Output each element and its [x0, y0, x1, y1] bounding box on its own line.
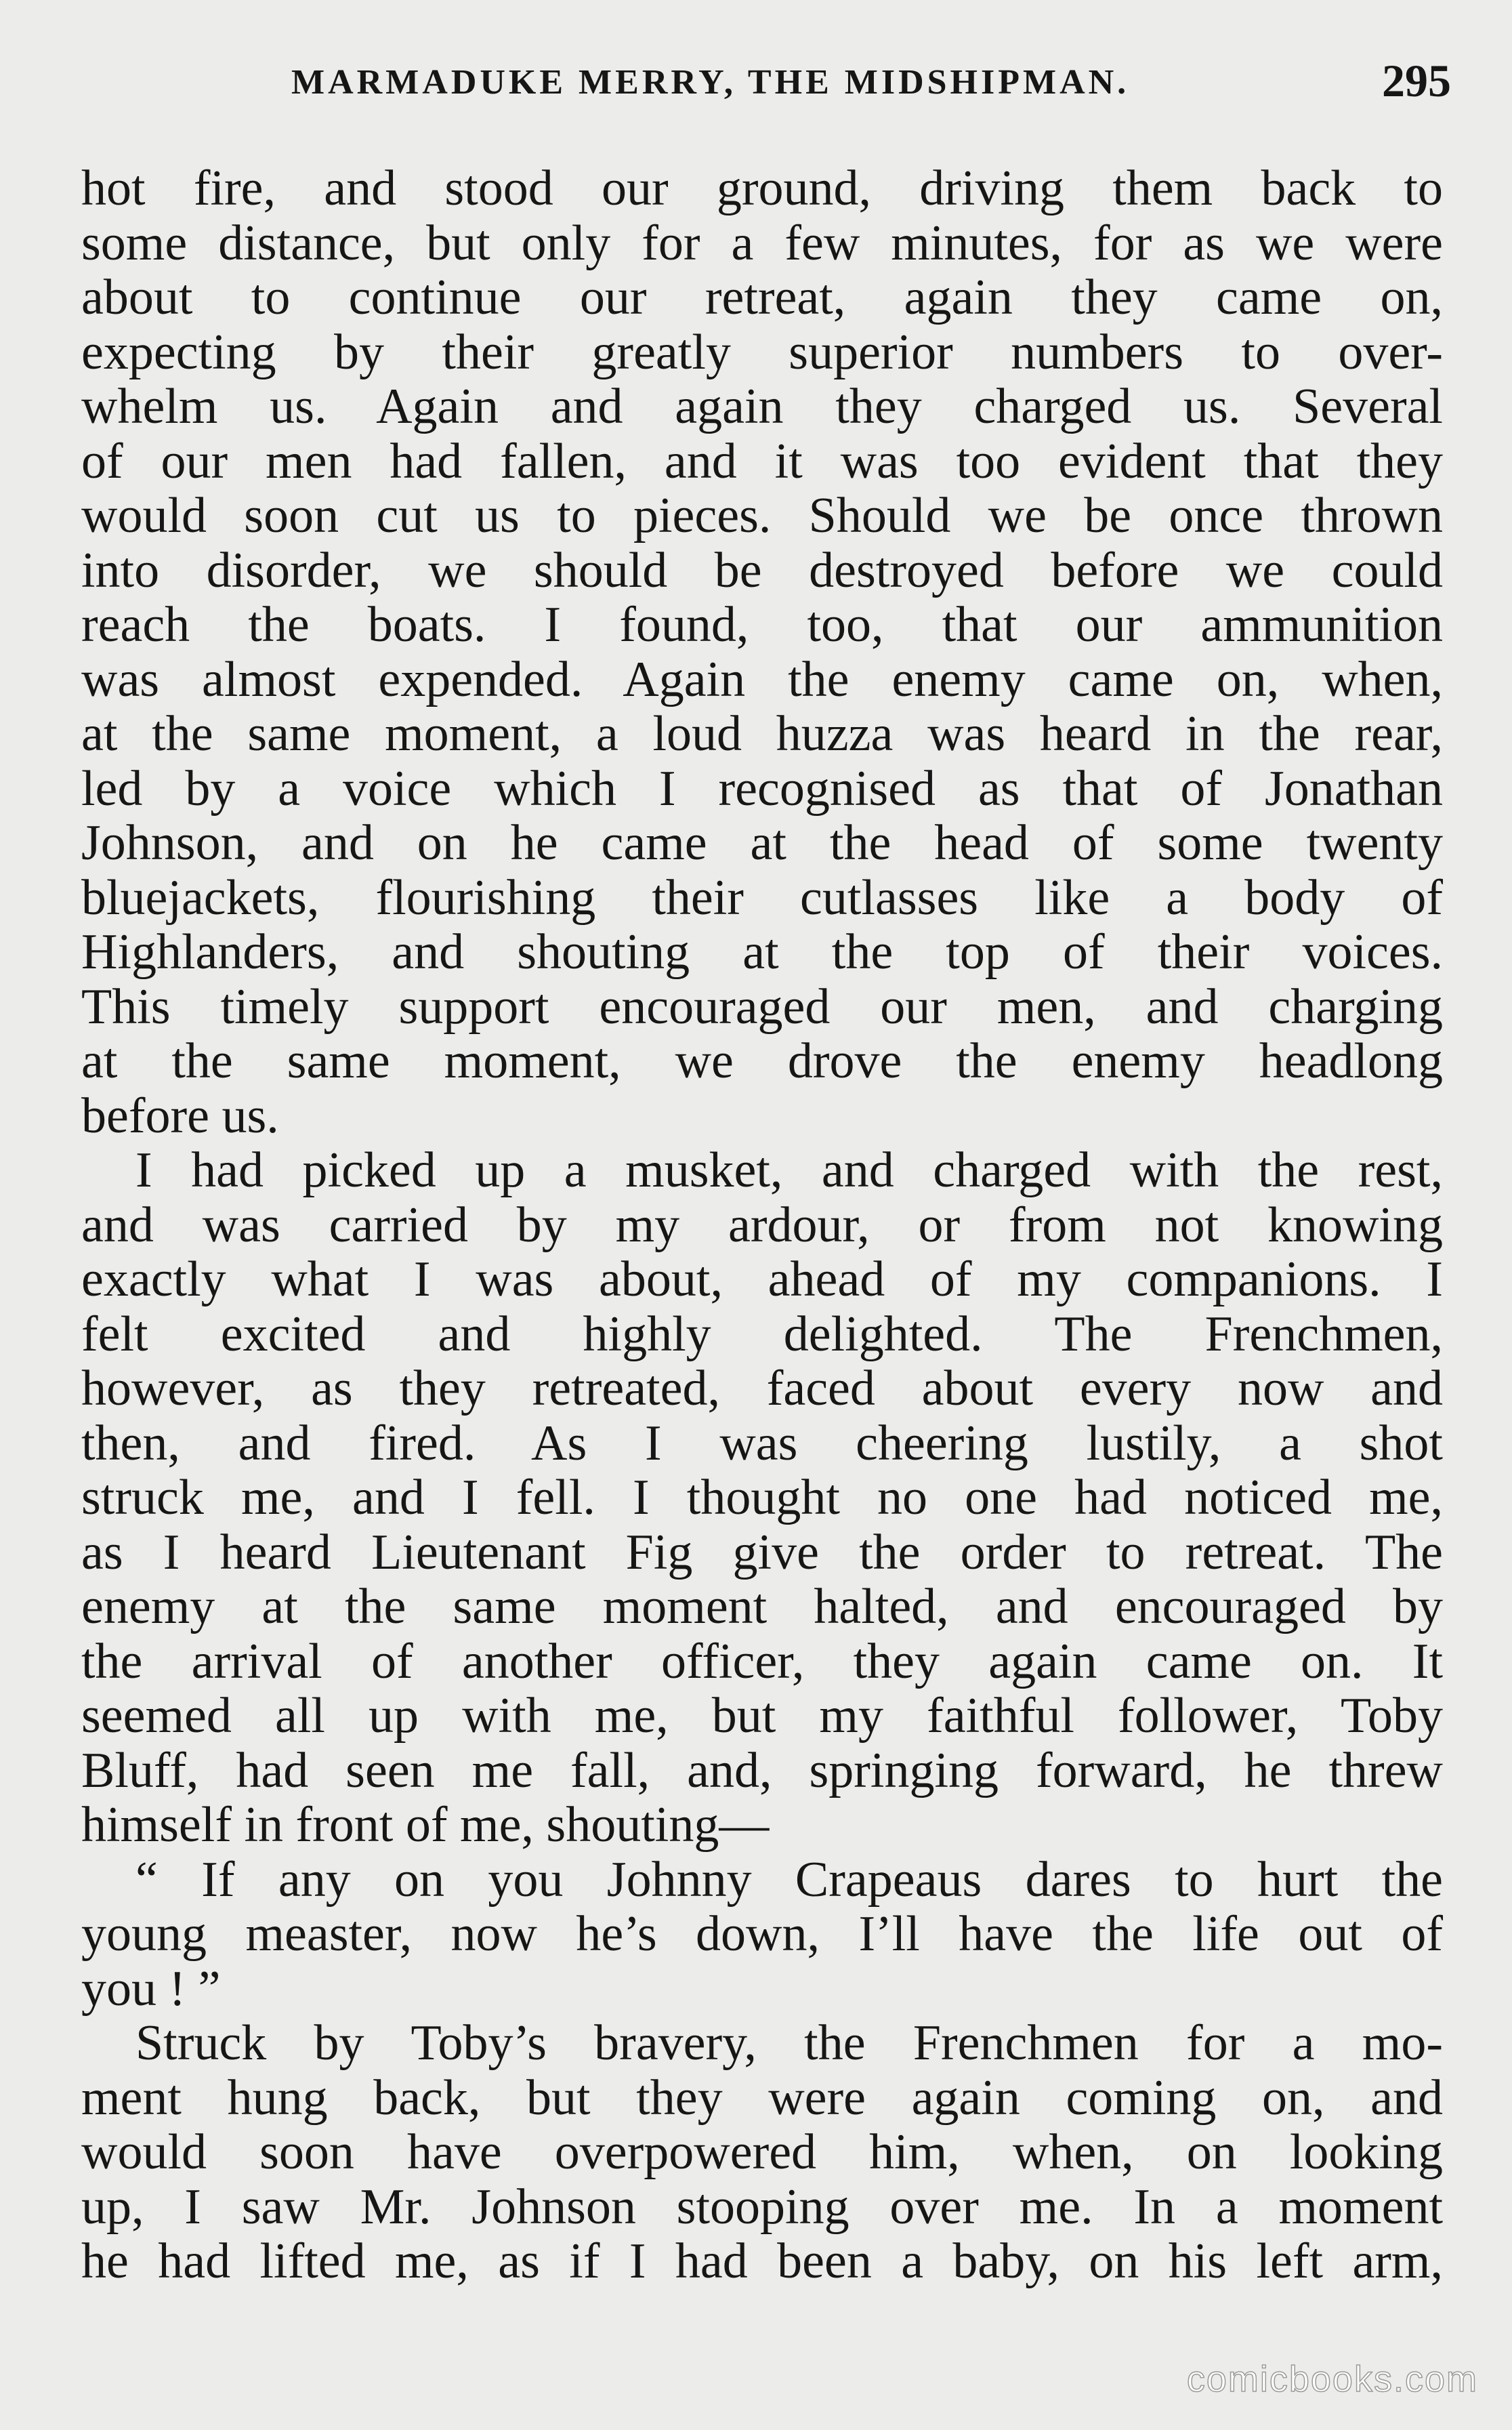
- text-line: however, as they retreated, faced about every now and: [81, 1361, 1443, 1416]
- text-line: struck me, and I fell. I thought no one had noticed me,: [81, 1470, 1443, 1525]
- text-line: at the same moment, we drove the enemy headlong: [81, 1033, 1443, 1089]
- text-line: before us.: [81, 1088, 279, 1144]
- running-head: [0, 47, 1512, 115]
- text-line: reach the boats. I found, too, that our ammunition: [81, 597, 1443, 653]
- text-line: felt excited and highly delighted. The Frenchmen,: [81, 1306, 1443, 1362]
- text-line: then, and fired. As I was cheering lustily, a shot: [81, 1415, 1443, 1471]
- running-title: MARMADUKE MERRY, THE MIDSHIPMAN.: [291, 63, 1130, 102]
- text-line: ment hung back, but they were again coming on, and: [81, 2069, 1443, 2126]
- text-line: Bluff, had seen me fall, and, springing forward, he threw: [81, 1742, 1443, 1798]
- text-line: the arrival of another officer, they again came on. It: [81, 1633, 1443, 1689]
- text-line: and was carried by my ardour, or from not knowing: [81, 1197, 1443, 1253]
- text-line: would soon cut us to pieces. Should we be once thrown: [81, 488, 1443, 543]
- text-line: some distance, but only for a few minutes, for as we were: [81, 215, 1443, 271]
- text-line: hot fire, and stood our ground, driving them back to: [81, 161, 1443, 216]
- text-line: led by a voice which I recognised as that of Jonathan: [81, 760, 1443, 817]
- text-line: young measter, now he’s down, I’ll have the life out of: [81, 1906, 1443, 1962]
- text-line: bluejackets, flourishing their cutlasses like a body of: [81, 869, 1443, 926]
- text-line: Struck by Toby’s bravery, the Frenchmen for a mo-: [135, 2015, 1443, 2071]
- text-line: as I heard Lieutenant Fig give the order to retreat. The: [81, 1524, 1443, 1580]
- page-number: 295: [1382, 55, 1451, 106]
- text-line: at the same moment, a loud huzza was heard in the rear,: [81, 706, 1443, 762]
- text-line: about to continue our retreat, again they came on,: [81, 270, 1443, 325]
- text-line: up, I saw Mr. Johnson stooping over me. In a moment: [81, 2179, 1443, 2235]
- text-line: was almost expended. Again the enemy came on, when,: [81, 651, 1443, 707]
- text-line: expecting by their greatly superior numbers to over-: [81, 324, 1443, 380]
- text-line: you ! ”: [81, 1960, 221, 2017]
- text-line: seemed all up with me, but my faithful follower, Toby: [81, 1688, 1443, 1744]
- text-line: Highlanders, and shouting at the top of their voices.: [81, 924, 1443, 980]
- text-line: enemy at the same moment halted, and encouraged by: [81, 1579, 1443, 1634]
- text-line: whelm us. Again and again they charged us. Several: [81, 379, 1443, 434]
- body-text: [81, 161, 1443, 2289]
- text-line: into disorder, we should be destroyed before we could: [81, 542, 1443, 598]
- watermark: comicbooks.com: [1186, 2359, 1478, 2400]
- text-line: of our men had fallen, and it was too evident that they: [81, 433, 1443, 489]
- text-line: “ If any on you Johnny Crapeaus dares to hurt the: [135, 1851, 1443, 1908]
- text-line: he had lifted me, as if I had been a baby, on his left arm,: [81, 2233, 1443, 2289]
- text-line: exactly what I was about, ahead of my companions. I: [81, 1252, 1443, 1307]
- text-line: himself in front of me, shouting—: [81, 1797, 770, 1853]
- text-line: Johnson, and on he came at the head of some twenty: [81, 815, 1443, 871]
- text-line: This timely support encouraged our men, and charging: [81, 979, 1443, 1035]
- text-line: would soon have overpowered him, when, on looking: [81, 2124, 1443, 2180]
- text-line: I had picked up a musket, and charged with the rest,: [135, 1142, 1443, 1198]
